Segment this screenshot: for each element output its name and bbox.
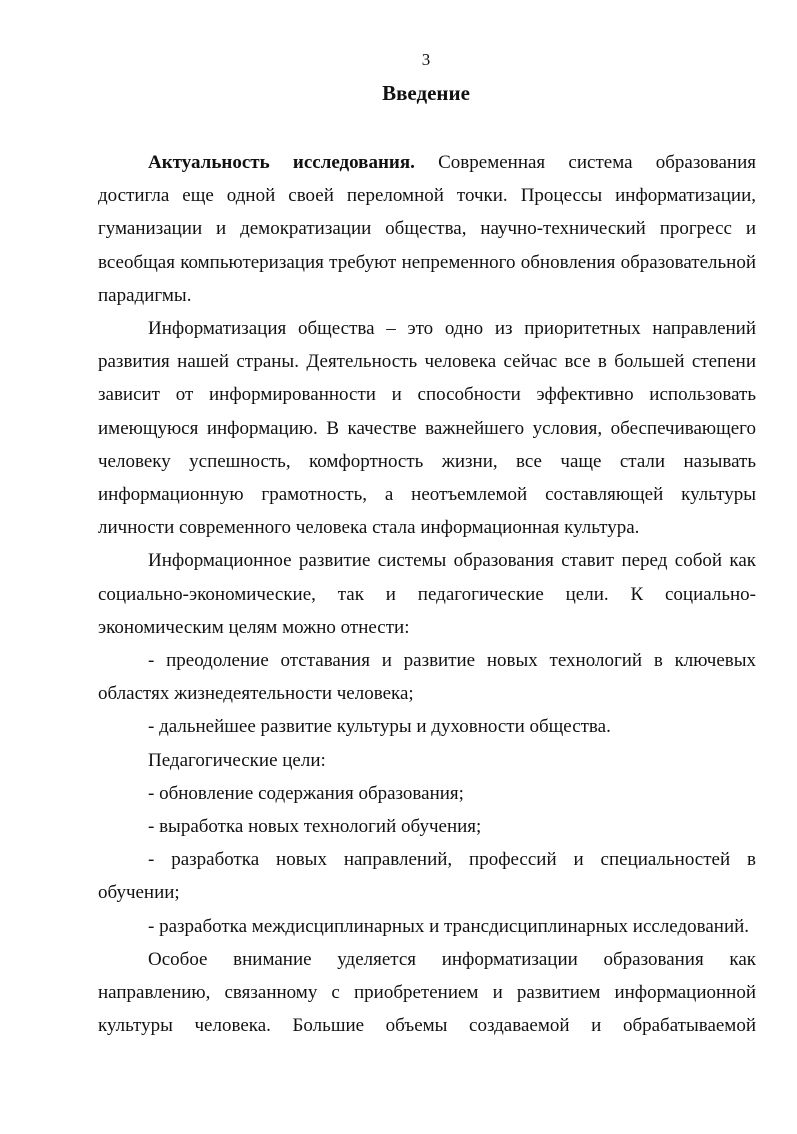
paragraph-informatization: Информатизация общества – это одно из приоритетных направлений развития нашей страны. Деятельность человека сейчас все в большей степени зависит от информированности и способности эффективно использовать имеющуюся информацию. В качестве важнейшего условия, обеспечивающего человеку успешность, комфортность жизни, все чаще стали называть информационную грамотность, а неотъемлемой составляющей культуры личности современного человека стала информационная культура. [98,318,756,539]
pedagogical-goals-label: Педагогические цели: [148,749,326,771]
list-item: - обновление содержания образования; [148,782,464,804]
page-number: 3 [421,50,431,69]
page-title: Введение [382,81,470,105]
relevance-text: Современная система образования достигла еще одной своей переломной точки. Процессы информатизации, гуманизации и демократизации общества, научно-технический прогресс и всеобщая компьютеризация требуют непременного обновления образовательной парадигмы. [98,152,756,306]
list-item: - разработка новых направлений, профессий и специальностей в обучении; [98,849,756,904]
relevance-heading: Актуальность исследования. [148,152,415,173]
list-item: - выработка новых технологий обучения; [148,816,482,838]
list-item: - дальнейшее развитие культуры и духовности общества. [148,716,611,738]
body-text [98,146,756,1042]
list-item: - преодоление отставания и развитие новых технологий в ключевых областях жизнедеятельности человека; [98,650,756,705]
paragraph-culture: Особое внимание уделяется информатизации образования как направлению, связанному с приобретением и развитием информационной культуры человека. Большие объемы создаваемой и обрабатываемой [98,948,756,1037]
paragraph-relevance [98,146,756,312]
list-item: - разработка междисциплинарных и трансдисциплинарных исследований. [148,915,750,937]
paragraph-goals-intro: Информационное развитие системы образования ставит перед собой как социально-экономические, так и педагогические цели. К социально-экономическим целям можно отнести: [98,550,756,638]
